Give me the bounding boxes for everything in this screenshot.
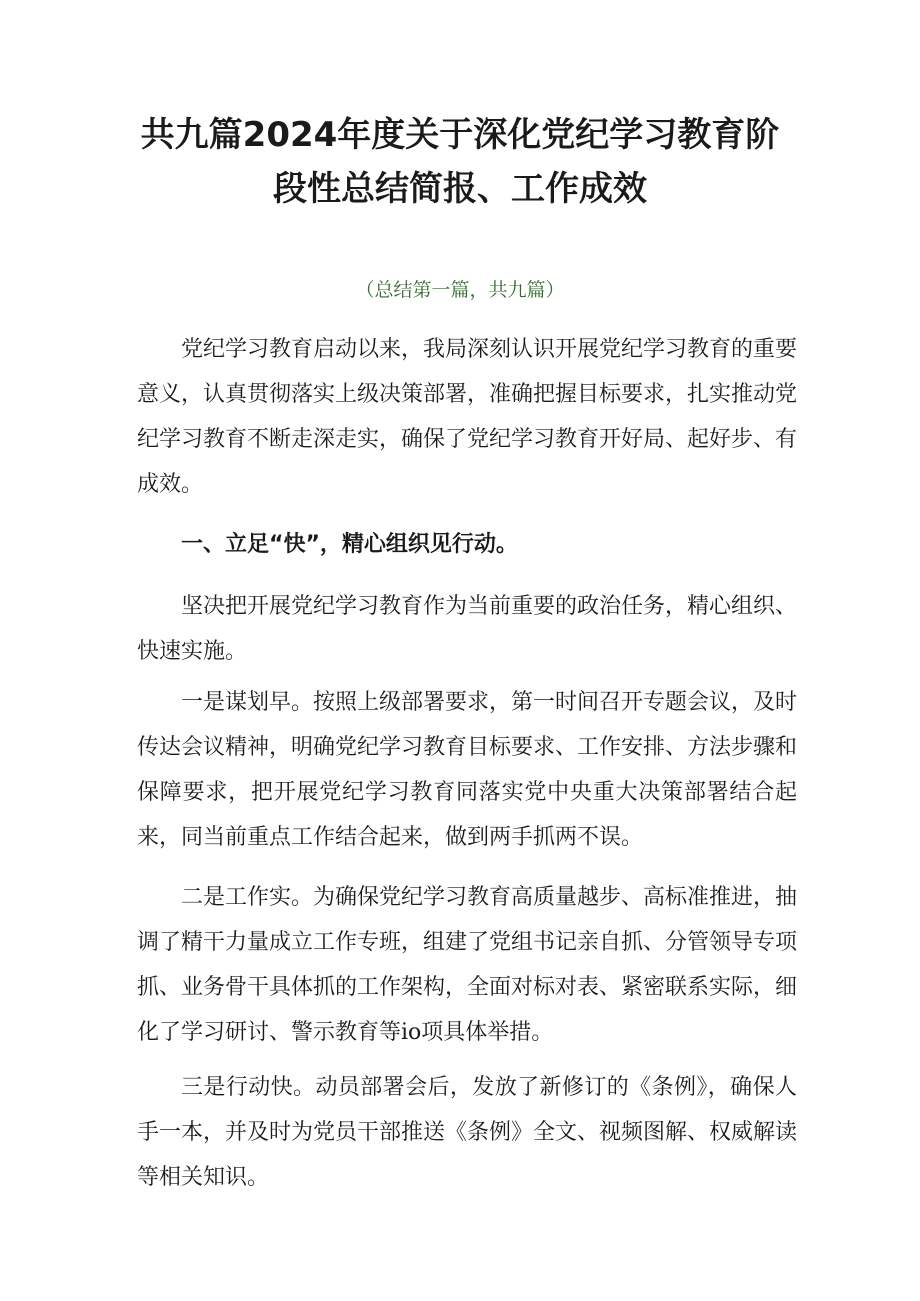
section-heading-1: 一、立足“快”，精心组织见行动。 (181, 532, 518, 557)
document-title (110, 108, 810, 216)
item-3-paragraph: 三是行动快。动员部署会后，发放了新修订的《条例》，确保人手一本，并及时为党员干部推送《条例》全文、视频图解、权威解读等相关知识。 (137, 1075, 798, 1190)
title-line-2: 段性总结简报、工作成效 (273, 169, 647, 209)
intro-paragraph: 党纪学习教育启动以来，我局深刻认识开展党纪学习教育的重要意义，认真贯彻落实上级决策部署，准确把握目标要求，扎实推动党纪学习教育不断走深走实，确保了党纪学习教育开好局、起好步、有成效。 (137, 337, 798, 497)
document-subtitle: （总结第一篇，共九篇） (355, 279, 565, 301)
title-line-1: 共九篇2024年度关于深化党纪学习教育阶 (140, 115, 780, 155)
item-1-paragraph: 一是谋划早。按照上级部署要求，第一时间召开专题会议，及时传达会议精神，明确党纪学习教育目标要求、工作安排、方法步骤和保障要求，把开展党纪学习教育同落实党中央重大决策部署结合起来，同当前重点工作结合起来，做到两手抓两不误。 (137, 690, 798, 850)
item-2-paragraph: 二是工作实。为确保党纪学习教育高质量越步、高标准推进，抽调了精干力量成立工作专班，组建了党组书记亲自抓、分管领导专项抓、业务骨干具体抓的工作架构，全面对标对表、紧密联系实际，细化了学习研讨、警示教育等io项具体举措。 (137, 885, 798, 1045)
section-1-paragraph: 坚决把开展党纪学习教育作为当前重要的政治任务，精心组织、快速实施。 (137, 594, 798, 664)
